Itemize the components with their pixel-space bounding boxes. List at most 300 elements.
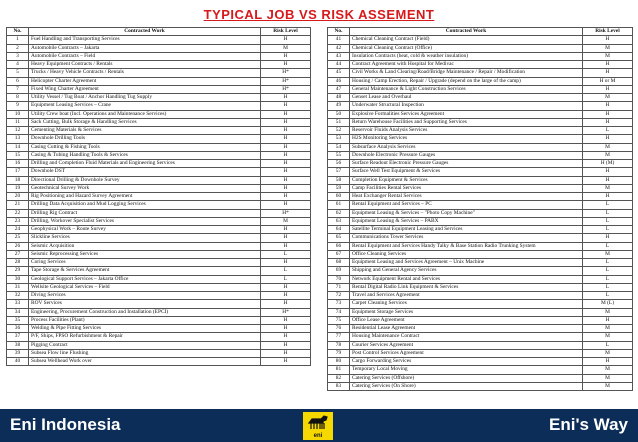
table-row (328, 151, 633, 159)
risk-level: M (L) (583, 300, 633, 308)
risk-level: L (583, 259, 633, 267)
table-row (328, 267, 633, 275)
contracted-work: Office Cleaning Services (350, 250, 583, 258)
row-number: 81 (328, 366, 350, 374)
row-number: 53 (328, 135, 350, 143)
risk-level: M (261, 44, 311, 52)
risk-level: H* (261, 69, 311, 77)
table-row (328, 366, 633, 374)
contracted-work: Equipment Leasing & Services – "Photo Copy Machine" (350, 209, 583, 217)
contracted-work: Cargo Forwarding Services (350, 358, 583, 366)
table-row (7, 259, 311, 267)
risk-level: H (261, 283, 311, 291)
table-row (328, 110, 633, 118)
risk-level: M (583, 184, 633, 192)
row-number: 40 (7, 358, 29, 366)
table-row (328, 44, 633, 52)
contracted-work: Trucks / Heavy Vehicle Contracts / Rentals (29, 69, 261, 77)
table-row (328, 127, 633, 135)
risk-level: H (261, 193, 311, 201)
contracted-work: General Maintenance & Light Construction Services (350, 85, 583, 93)
table-row (7, 358, 311, 366)
contracted-work: Equipment Leasing Services – Crane (29, 102, 261, 110)
table-row (7, 69, 311, 77)
risk-table-left (6, 27, 311, 366)
table-row (328, 102, 633, 110)
table-row (328, 217, 633, 225)
row-number: 26 (7, 242, 29, 250)
row-number: 7 (7, 85, 29, 93)
contracted-work: Catering Services (On Shore) (350, 382, 583, 390)
contracted-work: Temporary Local Moving (350, 366, 583, 374)
row-number: 42 (328, 44, 350, 52)
row-number: 63 (328, 217, 350, 225)
contracted-work: Completion Equipment & Services (350, 176, 583, 184)
table-row (7, 118, 311, 126)
row-number: 5 (7, 69, 29, 77)
table-row (328, 234, 633, 242)
table-row (7, 316, 311, 324)
row-number: 33 (7, 300, 29, 308)
col-risk-header: Risk Level (583, 28, 633, 36)
contracted-work: Coring Services (29, 259, 261, 267)
row-number: 72 (328, 292, 350, 300)
table-row (328, 61, 633, 69)
contracted-work: Rental Equipment and Services – PC (350, 201, 583, 209)
row-number: 18 (7, 176, 29, 184)
risk-level: H (583, 316, 633, 324)
risk-level: H (583, 358, 633, 366)
contracted-work: Courier Services Agreement (350, 341, 583, 349)
risk-level: H (261, 300, 311, 308)
risk-level: H (583, 102, 633, 110)
table-row (7, 61, 311, 69)
table-row (328, 250, 633, 258)
table-row (7, 77, 311, 85)
table-row (7, 349, 311, 357)
table-row (7, 341, 311, 349)
contracted-work: Drilling Data Acquisition and Mud Logging Services (29, 201, 261, 209)
risk-level: H (583, 118, 633, 126)
table-row (7, 143, 311, 151)
table-row (328, 135, 633, 143)
risk-level: H (583, 176, 633, 184)
risk-level: M (583, 308, 633, 316)
risk-level: H (261, 242, 311, 250)
risk-level: L (261, 250, 311, 258)
contracted-work: Fixed Wing Charter Agreement (29, 85, 261, 93)
row-number: 24 (7, 226, 29, 234)
row-number: 12 (7, 127, 29, 135)
table-row (7, 52, 311, 60)
contracted-work: Travel and Services Agreement (350, 292, 583, 300)
table-row (328, 358, 633, 366)
table-row (328, 382, 633, 390)
risk-level: L (583, 201, 633, 209)
row-number: 4 (7, 61, 29, 69)
contracted-work: Casing & Tubing Handling Tools & Services (29, 151, 261, 159)
row-number: 2 (7, 44, 29, 52)
contracted-work: Carpet Cleaning Services (350, 300, 583, 308)
contracted-work: Residential Lease Agreement (350, 325, 583, 333)
table-row (328, 209, 633, 217)
row-number: 56 (328, 160, 350, 168)
contracted-work: Automobile Contracts – Jakarta (29, 44, 261, 52)
table-row (328, 85, 633, 93)
contracted-work: Housing / Camp Erection, Repair / Upgrade (depend on the large of the camp) (350, 77, 583, 85)
risk-level: M (583, 382, 633, 390)
risk-level: H* (261, 85, 311, 93)
table-row (7, 201, 311, 209)
table-row (7, 36, 311, 44)
contracted-work: Seismic Acquisition (29, 242, 261, 250)
contracted-work: Surface Readout Electronic Pressure Gauges (350, 160, 583, 168)
risk-level: H (261, 143, 311, 151)
risk-level: L (583, 209, 633, 217)
row-number: 17 (7, 168, 29, 176)
row-number: 50 (328, 110, 350, 118)
risk-level: M (261, 217, 311, 225)
risk-level: H* (261, 77, 311, 85)
table-row (7, 193, 311, 201)
table-row (7, 226, 311, 234)
risk-level: M (583, 333, 633, 341)
row-number: 54 (328, 143, 350, 151)
contracted-work: Utility Crew boat (Incl. Operations and Maintenance Services) (29, 110, 261, 118)
contracted-work: Cementing Materials & Services (29, 127, 261, 135)
contracted-work: Return Warehouse Facilities and Supporting Services (350, 118, 583, 126)
risk-level: H (583, 85, 633, 93)
row-number: 35 (7, 316, 29, 324)
table-row (328, 143, 633, 151)
risk-level: L (583, 127, 633, 135)
risk-level: L (583, 341, 633, 349)
risk-level: M (583, 366, 633, 374)
risk-level: H (261, 201, 311, 209)
row-number: 51 (328, 118, 350, 126)
contracted-work: Rig Positioning and Hazard Survey Agreement (29, 193, 261, 201)
risk-level: H (583, 193, 633, 201)
risk-level: L (583, 242, 633, 250)
risk-level: M (583, 374, 633, 382)
risk-level: L (583, 226, 633, 234)
row-number: 1 (7, 36, 29, 44)
row-number: 60 (328, 193, 350, 201)
table-row (328, 168, 633, 176)
row-number: 69 (328, 267, 350, 275)
row-number: 82 (328, 374, 350, 382)
row-number: 74 (328, 308, 350, 316)
contracted-work: Subsea Flow line Flushing (29, 349, 261, 357)
row-number: 66 (328, 242, 350, 250)
row-number: 21 (7, 201, 29, 209)
contracted-work: Seismic Reprocessing Services (29, 250, 261, 258)
row-number: 43 (328, 52, 350, 60)
contracted-work: H2S Monitoring Services (350, 135, 583, 143)
risk-level: H (261, 176, 311, 184)
row-number: 80 (328, 358, 350, 366)
row-number: 70 (328, 275, 350, 283)
brand-enis-way: Eni's Way (549, 415, 628, 434)
risk-level: H (261, 184, 311, 192)
contracted-work: Process Facilities (Plant) (29, 316, 261, 324)
row-number: 64 (328, 226, 350, 234)
contracted-work: Helicopter Charter Agreement (29, 77, 261, 85)
contracted-work: Housing Maintenance Contract (350, 333, 583, 341)
page-title: TYPICAL JOB VS RISK ASSEMENT (203, 7, 435, 22)
contracted-work: Rental Digital Radio Link Equipment & Services (350, 283, 583, 291)
risk-level: H (261, 168, 311, 176)
risk-level: L (583, 267, 633, 275)
risk-level: M (583, 44, 633, 52)
contracted-work: Casing Cutting & Fishing Tools (29, 143, 261, 151)
table-row (328, 292, 633, 300)
contracted-work: Communications Tower Services (350, 234, 583, 242)
row-number: 27 (7, 250, 29, 258)
row-number: 38 (7, 341, 29, 349)
contracted-work: Equipment Storage Services (350, 308, 583, 316)
risk-level: L (583, 217, 633, 225)
row-number: 83 (328, 382, 350, 390)
row-number: 14 (7, 143, 29, 151)
row-number: 67 (328, 250, 350, 258)
table-row (7, 168, 311, 176)
row-number: 65 (328, 234, 350, 242)
table-row (328, 176, 633, 184)
risk-level: H (261, 316, 311, 324)
contracted-work: Insulation Contracts (heat, cold & weather insulation) (350, 52, 583, 60)
risk-level: H (583, 168, 633, 176)
row-number: 62 (328, 209, 350, 217)
table-row (328, 118, 633, 126)
brand-eni-indonesia: Eni Indonesia (10, 415, 121, 434)
risk-level: H (261, 135, 311, 143)
contracted-work: P/F, Ships, FPSO Refurbishment & Repair (29, 333, 261, 341)
table-row (7, 333, 311, 341)
contracted-work: Post Control Services Agreement (350, 349, 583, 357)
row-number: 52 (328, 127, 350, 135)
row-number: 13 (7, 135, 29, 143)
table-row (328, 201, 633, 209)
table-row (328, 94, 633, 102)
contracted-work: Engineering, Procurement Construction and Installation (EPCI) (29, 308, 261, 316)
risk-level: M (583, 52, 633, 60)
table-row (7, 176, 311, 184)
row-number: 71 (328, 283, 350, 291)
risk-level: L (583, 283, 633, 291)
row-number: 59 (328, 184, 350, 192)
table-row (328, 283, 633, 291)
row-number: 11 (7, 118, 29, 126)
contracted-work: Directional Drilling & Downhole Survey (29, 176, 261, 184)
risk-level: H (261, 234, 311, 242)
table-row (328, 160, 633, 168)
table-header-row (7, 28, 311, 36)
col-work-header: Contracted Work (350, 28, 583, 36)
table-row (328, 226, 633, 234)
risk-level: H (261, 358, 311, 366)
contracted-work: Satellite Terminal Equipment Leasing and Services (350, 226, 583, 234)
risk-level: M (583, 325, 633, 333)
row-number: 3 (7, 52, 29, 60)
contracted-work: Chemical Cleaning Contract (Field) (350, 36, 583, 44)
row-number: 15 (7, 151, 29, 159)
row-number: 73 (328, 300, 350, 308)
row-number: 36 (7, 325, 29, 333)
row-number: 57 (328, 168, 350, 176)
row-number: 55 (328, 151, 350, 159)
row-number: 44 (328, 61, 350, 69)
risk-level: H (261, 333, 311, 341)
risk-level: H (583, 135, 633, 143)
contracted-work: Pigging Contract (29, 341, 261, 349)
row-number: 9 (7, 102, 29, 110)
risk-level: H (261, 226, 311, 234)
contracted-work: Underwater Structural Inspection (350, 102, 583, 110)
contracted-work: Drilling and Completion Fluid Materials and Engineering Services (29, 160, 261, 168)
table-row (7, 184, 311, 192)
table-row (7, 292, 311, 300)
table-row (328, 300, 633, 308)
row-number: 23 (7, 217, 29, 225)
contracted-work: ROV Services (29, 300, 261, 308)
risk-level: H (261, 160, 311, 168)
table-row (328, 316, 633, 324)
contracted-work: Network Equipment Rental and Services (350, 275, 583, 283)
table-row (328, 193, 633, 201)
risk-level: M (583, 250, 633, 258)
row-number: 78 (328, 341, 350, 349)
col-no-header: No. (7, 28, 29, 36)
row-number: 49 (328, 102, 350, 110)
table-row (328, 374, 633, 382)
table-row (7, 151, 311, 159)
contracted-work: Geotechnical Survey Work (29, 184, 261, 192)
row-number: 47 (328, 85, 350, 93)
col-risk-header: Risk Level (261, 28, 311, 36)
risk-table-right (327, 27, 633, 391)
contracted-work: Heavy Equipment Contracts / Rentals (29, 61, 261, 69)
row-number: 48 (328, 94, 350, 102)
row-number: 22 (7, 209, 29, 217)
table-row (7, 300, 311, 308)
risk-level: H (261, 94, 311, 102)
contracted-work: Camp Facilities Rental Services (350, 184, 583, 192)
table-row (7, 308, 311, 316)
risk-level: M (583, 94, 633, 102)
risk-level: H (261, 110, 311, 118)
table-row (7, 110, 311, 118)
table-row (7, 160, 311, 168)
risk-level: H (261, 102, 311, 110)
contracted-work: Drilling Rig Contract (29, 209, 261, 217)
row-number: 25 (7, 234, 29, 242)
table-row (328, 52, 633, 60)
contracted-work: Surface Well Test Equipment & Services (350, 168, 583, 176)
risk-level: H (261, 341, 311, 349)
risk-level: L (583, 275, 633, 283)
risk-level: H (261, 151, 311, 159)
risk-level: L (261, 267, 311, 275)
risk-level: L (583, 292, 633, 300)
risk-level: H (583, 61, 633, 69)
row-number: 16 (7, 160, 29, 168)
table-row (7, 267, 311, 275)
row-number: 19 (7, 184, 29, 192)
table-row (7, 217, 311, 225)
logo-label: eni (313, 433, 323, 439)
contracted-work: Genset Lease and Overhaul (350, 94, 583, 102)
row-number: 41 (328, 36, 350, 44)
table-row (328, 325, 633, 333)
risk-level: H (261, 127, 311, 135)
contracted-work: Downhole Drilling Tools (29, 135, 261, 143)
table-row (328, 349, 633, 357)
risk-level: H (583, 234, 633, 242)
row-number: 39 (7, 349, 29, 357)
table-row (7, 127, 311, 135)
risk-level: H* (261, 209, 311, 217)
contracted-work: Chemical Cleaning Contract (Office) (350, 44, 583, 52)
contracted-work: Geological Support Services – Jakarta Office (29, 275, 261, 283)
row-number: 61 (328, 201, 350, 209)
risk-level: H (261, 52, 311, 60)
risk-level: H (261, 292, 311, 300)
row-number: 79 (328, 349, 350, 357)
contracted-work: Downhole DST (29, 168, 261, 176)
table-row (328, 333, 633, 341)
risk-level: H or M (583, 77, 633, 85)
contracted-work: Heat Exchanger Rental Services (350, 193, 583, 201)
row-number: 58 (328, 176, 350, 184)
risk-level: M (583, 143, 633, 151)
contracted-work: Catering Services (Offshore) (350, 374, 583, 382)
contracted-work: Equipment Leasing & Services – PABX (350, 217, 583, 225)
table-row (7, 325, 311, 333)
contracted-work: Diving Services (29, 292, 261, 300)
risk-level: H (261, 349, 311, 357)
contracted-work: Utility Vessel / Tug Boat / Anchor Handling Tug Supply (29, 94, 261, 102)
risk-level: L (261, 275, 311, 283)
col-no-header: No. (328, 28, 350, 36)
table-row (328, 341, 633, 349)
risk-level: H (261, 259, 311, 267)
row-number: 29 (7, 267, 29, 275)
contracted-work: Civil Works & Land Clearing/Road/Bridge Maintenance / Repair / Modification (350, 69, 583, 77)
risk-level: H (261, 61, 311, 69)
risk-level: H (261, 36, 311, 44)
table-row (328, 259, 633, 267)
table-row (328, 69, 633, 77)
row-number: 68 (328, 259, 350, 267)
contracted-work: Shipping and General Agency Services (350, 267, 583, 275)
table-row (7, 283, 311, 291)
contracted-work: Wellsite Geological Services – Field (29, 283, 261, 291)
row-number: 10 (7, 110, 29, 118)
contracted-work: Tape Storage & Services Agreement (29, 267, 261, 275)
risk-level: M (583, 349, 633, 357)
risk-level: H (583, 69, 633, 77)
row-number: 46 (328, 77, 350, 85)
contracted-work: Explosive Formalities Services Agreement (350, 110, 583, 118)
row-number: 28 (7, 259, 29, 267)
contracted-work: Downhole Electronic Pressure Gauges (350, 151, 583, 159)
table-row (7, 94, 311, 102)
contracted-work: Reservoir Fluids Analysis Services (350, 127, 583, 135)
contracted-work: Subsurface Analysis Services (350, 143, 583, 151)
col-work-header: Contracted Work (29, 28, 261, 36)
row-number: 32 (7, 292, 29, 300)
